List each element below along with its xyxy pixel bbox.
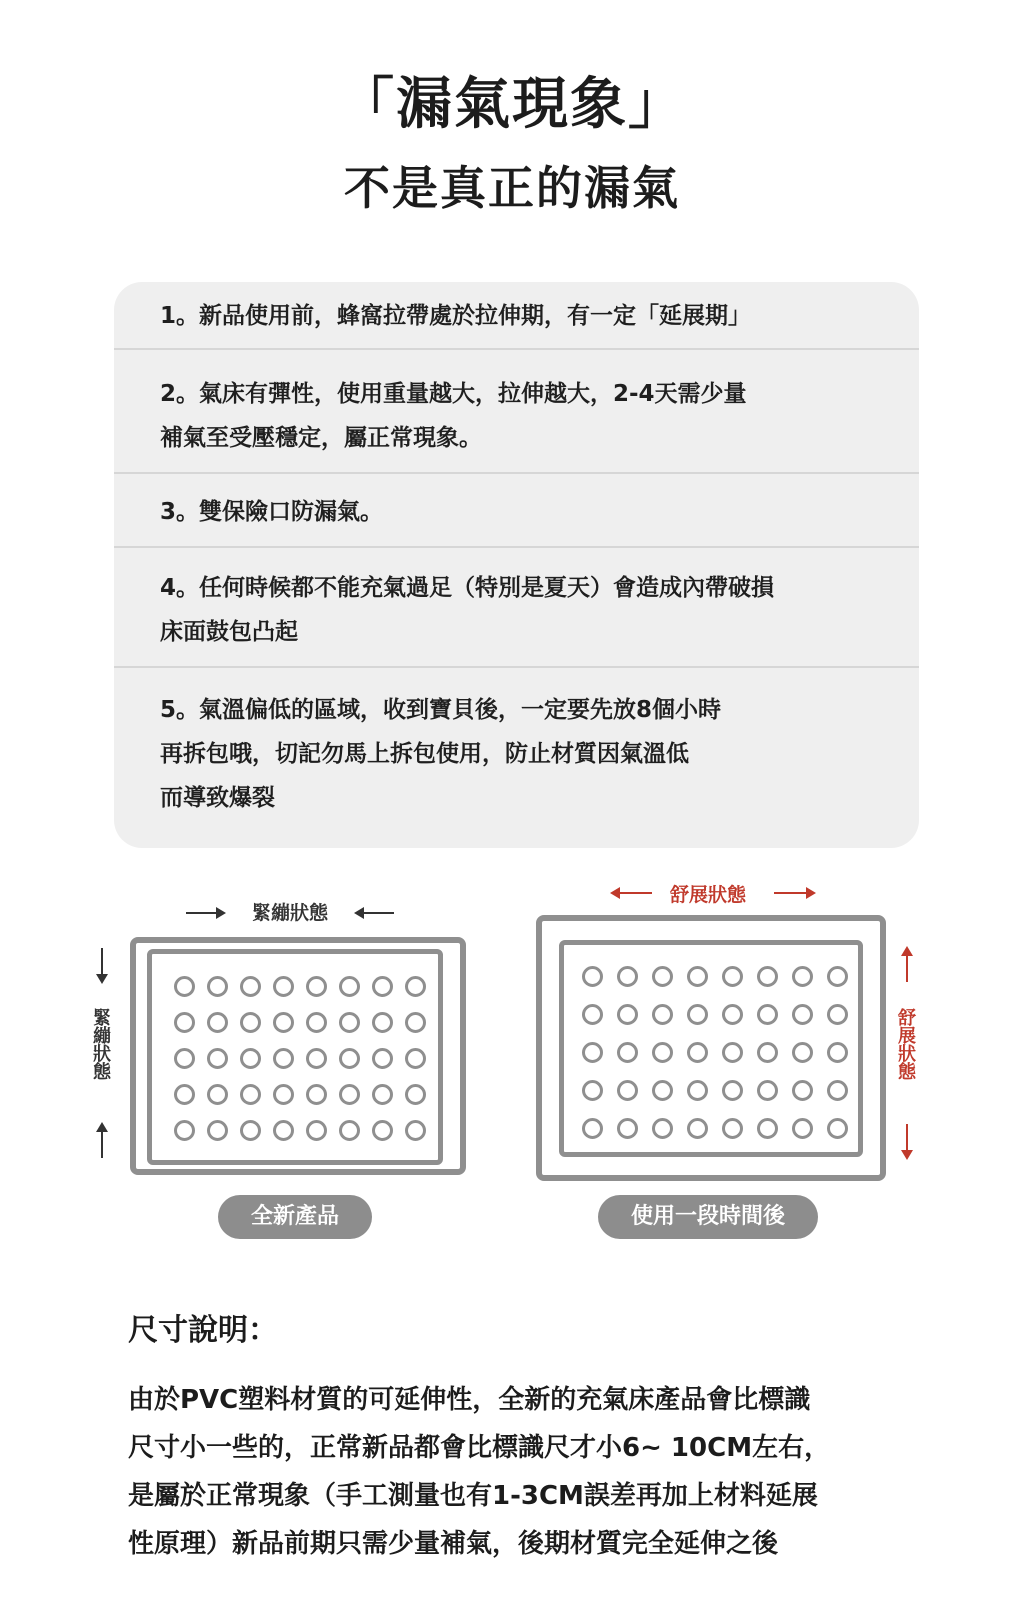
air-cell-dot: [652, 1004, 673, 1025]
air-cell-dot: [306, 1012, 327, 1033]
air-cell-dot: [757, 1004, 778, 1025]
size-line: 性原理）新品前期只需少量補氣，後期材質完全延伸之後: [128, 1529, 779, 1559]
air-cell-dot: [722, 1080, 743, 1101]
air-cell-dot: [827, 1080, 848, 1101]
relaxed-state-label: 舒展狀態: [670, 884, 747, 906]
arrow-down-icon: [906, 1124, 908, 1158]
air-cell-dot: [174, 1084, 195, 1105]
air-cell-dot: [372, 1012, 393, 1033]
title-block: [0, 60, 1024, 226]
arrow-up-icon: [101, 1124, 103, 1158]
air-cell-dot: [339, 1012, 360, 1033]
tight-state-label: 緊繃狀態: [252, 902, 329, 924]
air-cell-dot: [827, 1004, 848, 1025]
air-cell-dot: [582, 1004, 603, 1025]
arrow-left-icon: [612, 892, 652, 894]
air-cell-dot: [207, 1048, 228, 1069]
air-cell-dot: [174, 1012, 195, 1033]
air-cell-dot: [722, 1118, 743, 1139]
air-cell-dot: [687, 1080, 708, 1101]
air-cell-dot: [652, 1080, 673, 1101]
page-subtitle: 不是真正的漏氣: [344, 161, 680, 215]
air-cell-dot: [240, 1012, 261, 1033]
air-cell-dot: [827, 1118, 848, 1139]
relaxed-side-label: 舒展狀態: [898, 1008, 916, 1083]
air-cell-dot: [757, 1118, 778, 1139]
air-cell-dot: [306, 1084, 327, 1105]
air-cell-dot: [687, 1118, 708, 1139]
arrow-left-icon: [356, 912, 394, 914]
air-cell-dot: [687, 1004, 708, 1025]
air-cell-dot: [273, 976, 294, 997]
page-title: 「漏氣現象」: [338, 72, 686, 137]
air-cell-dot: [827, 966, 848, 987]
new-mattress: [130, 937, 466, 1175]
divider: [114, 666, 919, 668]
air-cell-dot: [722, 1042, 743, 1063]
note-line: 1。新品使用前，蜂窩拉帶處於拉伸期，有一定「延展期」: [160, 303, 752, 329]
divider: [114, 472, 919, 474]
note-item-3: [114, 490, 919, 534]
air-cell-dot: [405, 1120, 426, 1141]
divider: [114, 546, 919, 548]
air-cell-dot: [617, 1042, 638, 1063]
air-cell-dot: [652, 1118, 673, 1139]
note-line: 而導致爆裂: [160, 785, 275, 811]
air-cell-dot: [273, 1120, 294, 1141]
air-cell-grid: [174, 976, 426, 1141]
air-cell-dot: [405, 1084, 426, 1105]
air-cell-dot: [372, 1048, 393, 1069]
air-cell-dot: [792, 1118, 813, 1139]
air-cell-dot: [757, 1042, 778, 1063]
note-item-2: [114, 372, 919, 460]
air-cell-dot: [582, 1042, 603, 1063]
arrow-right-icon: [186, 912, 224, 914]
tight-side-label: 緊繃狀態: [93, 1008, 111, 1083]
size-line: 尺寸小一些的，正常新品都會比標識尺才小6~ 10CM左右，: [128, 1433, 831, 1463]
divider: [114, 348, 919, 350]
air-cell-dot: [273, 1048, 294, 1069]
note-line: 3。雙保險口防漏氣。: [160, 499, 384, 525]
air-cell-dot: [792, 966, 813, 987]
air-cell-dot: [792, 1080, 813, 1101]
air-cell-dot: [240, 1048, 261, 1069]
air-cell-dot: [240, 1084, 261, 1105]
air-cell-dot: [617, 1080, 638, 1101]
after-use-badge: 使用一段時間後: [598, 1195, 818, 1239]
air-cell-dot: [339, 1084, 360, 1105]
air-cell-dot: [687, 1042, 708, 1063]
air-cell-dot: [372, 976, 393, 997]
air-cell-dot: [207, 1012, 228, 1033]
note-item-5: [114, 688, 919, 820]
note-line: 2。氣床有彈性，使用重量越大，拉伸越大，2-4天需少量: [160, 381, 747, 407]
air-cell-dot: [687, 966, 708, 987]
air-cell-dot: [582, 1118, 603, 1139]
size-line: 由於PVC塑料材質的可延伸性，全新的充氣床產品會比標識: [128, 1385, 811, 1415]
new-product-badge: 全新產品: [218, 1195, 372, 1239]
size-line: 是屬於正常現象（手工測量也有1-3CM誤差再加上材料延展: [128, 1481, 818, 1511]
air-cell-dot: [306, 1048, 327, 1069]
note-line: 4。任何時候都不能充氣過足（特別是夏天）會造成內帶破損: [160, 575, 775, 601]
air-cell-dot: [174, 1048, 195, 1069]
air-cell-dot: [757, 1080, 778, 1101]
air-cell-dot: [652, 1042, 673, 1063]
air-cell-dot: [306, 1120, 327, 1141]
air-cell-dot: [339, 976, 360, 997]
note-line: 補氣至受壓穩定，屬正常現象。: [160, 425, 482, 451]
mattress-diagram: [0, 880, 1024, 1280]
air-cell-dot: [207, 1084, 228, 1105]
note-line: 再拆包哦，切記勿馬上拆包使用，防止材質因氣溫低: [160, 741, 689, 767]
arrow-down-icon: [101, 948, 103, 982]
notes-card: [114, 282, 919, 848]
air-cell-dot: [757, 966, 778, 987]
air-cell-dot: [405, 1012, 426, 1033]
air-cell-dot: [240, 976, 261, 997]
air-cell-dot: [339, 1048, 360, 1069]
air-cell-dot: [722, 966, 743, 987]
air-cell-dot: [174, 1120, 195, 1141]
air-cell-dot: [617, 1004, 638, 1025]
air-cell-dot: [306, 976, 327, 997]
air-cell-dot: [273, 1084, 294, 1105]
air-cell-dot: [582, 966, 603, 987]
air-cell-dot: [273, 1012, 294, 1033]
air-cell-dot: [405, 1048, 426, 1069]
air-cell-dot: [240, 1120, 261, 1141]
air-cell-dot: [582, 1080, 603, 1101]
air-cell-dot: [827, 1042, 848, 1063]
air-cell-dot: [372, 1084, 393, 1105]
air-cell-dot: [722, 1004, 743, 1025]
air-cell-dot: [617, 1118, 638, 1139]
size-heading: 尺寸說明：: [128, 1313, 278, 1348]
air-cell-grid: [582, 966, 848, 1139]
air-cell-dot: [405, 976, 426, 997]
size-description: [128, 1376, 888, 1568]
used-mattress: [536, 915, 886, 1181]
air-cell-dot: [792, 1042, 813, 1063]
air-cell-dot: [617, 966, 638, 987]
note-item-1: [114, 294, 919, 338]
air-cell-dot: [207, 976, 228, 997]
note-item-4: [114, 566, 919, 654]
air-cell-dot: [372, 1120, 393, 1141]
arrow-right-icon: [774, 892, 814, 894]
air-cell-dot: [652, 966, 673, 987]
note-line: 5。氣溫偏低的區域，收到寶貝後，一定要先放8個小時: [160, 697, 722, 723]
arrow-up-icon: [906, 948, 908, 982]
air-cell-dot: [174, 976, 195, 997]
air-cell-dot: [207, 1120, 228, 1141]
air-cell-dot: [792, 1004, 813, 1025]
air-cell-dot: [339, 1120, 360, 1141]
note-line: 床面鼓包凸起: [160, 619, 298, 645]
